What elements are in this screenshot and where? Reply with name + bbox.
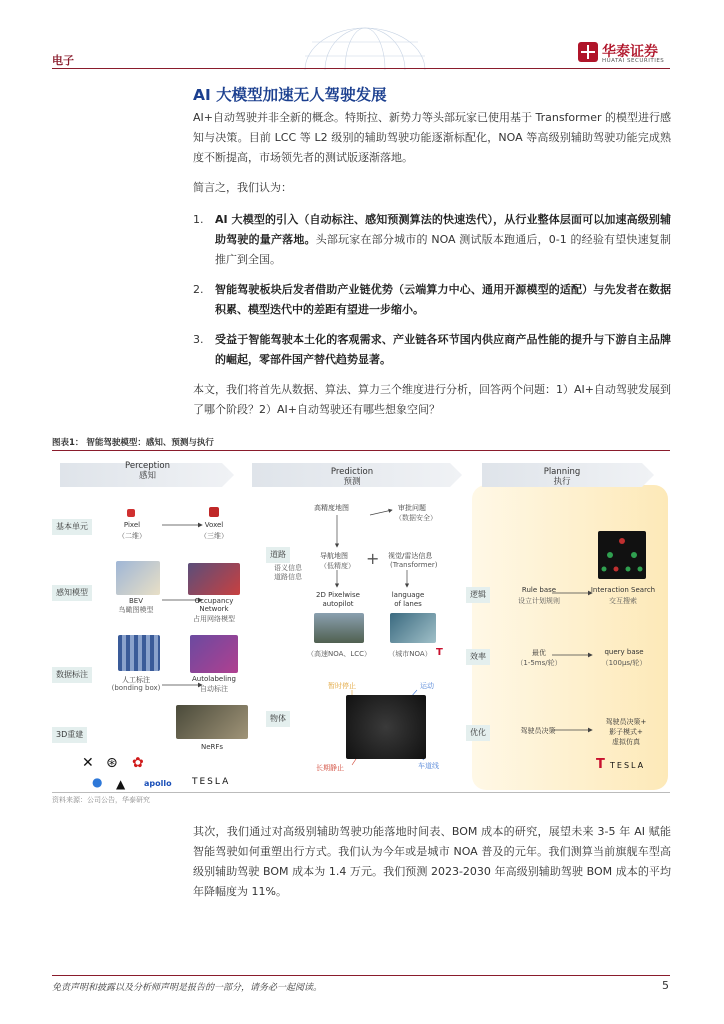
voxel-icon <box>209 507 219 517</box>
point-2-number: 2. <box>193 283 204 296</box>
section-title: AI 大模型加速无人驾驶发展 <box>193 86 387 104</box>
company-logo <box>578 40 670 66</box>
voxel-label: Voxel <box>204 521 224 529</box>
logo-text-cn: 华泰证券 <box>602 44 658 60</box>
footer-divider <box>52 975 670 976</box>
tag-efficiency: 效率 <box>466 649 490 665</box>
road-sub-1: 语义信息 <box>274 564 302 572</box>
brand-tesla-right: TESLA <box>610 761 646 770</box>
bev-label: BEV <box>128 597 143 605</box>
plus-icon: + <box>366 549 380 568</box>
point-2-text <box>215 280 671 320</box>
navmap-label: 导航地图 <box>320 552 348 560</box>
navmap-sub: （低精度） <box>320 562 355 570</box>
manual-label-sub: (bonding box) <box>111 684 161 692</box>
manual-label: 人工标注 <box>122 676 150 684</box>
slow-label: 最优 <box>532 649 546 657</box>
moving-label: 运动 <box>420 682 434 690</box>
interaction-search-sub: 交互搜索 <box>609 597 637 605</box>
tag-road: 道路 <box>266 547 290 563</box>
query-base-sub: （100μs/轮） <box>601 659 647 667</box>
point-1-rest: 头部玩家在部分城市的 NOA 测试版本跑通后，0-1 的经验有望快速复制推广到全国。 <box>215 233 671 266</box>
globe-graphic <box>300 26 430 70</box>
lanes-label: language <box>391 591 425 599</box>
road-sub-2: 道路信息 <box>274 573 302 581</box>
highway-caption: （高速NOA、LCC） <box>306 650 372 658</box>
nerf-image <box>176 705 248 739</box>
occupancy-sub: 占用网络模型 <box>193 615 235 623</box>
brand-tesla-left: TESLA <box>192 777 231 787</box>
stage-perception-cn: 感知 <box>138 471 156 481</box>
driver-right-2: 影子模式+ <box>609 728 643 736</box>
bev-sub: 鸟瞰图模型 <box>118 606 154 614</box>
autopilot-label: 2D Pixelwise <box>316 591 360 599</box>
figure-title: 图表1： 智能驾驶模型：感知、预测与执行 <box>52 438 214 448</box>
point-3-bold: 受益于智能驾驶本土化的客观需求、产业链各环节国内供应商产品性能的提升与下游自主品牌的崛起，零部件国产替代趋势显著。 <box>215 333 671 366</box>
tesla-t-icon: T <box>436 647 443 658</box>
sector-label: 电子 <box>52 54 74 67</box>
stop-mid-label: 暂时停止 <box>328 682 356 690</box>
stage-prediction-en: Prediction <box>330 467 374 477</box>
lane-change-label: 车道线 <box>418 762 439 770</box>
highway-image <box>314 613 364 643</box>
rule-base-sub: 设立计划规则 <box>518 597 560 605</box>
search-tree-icon <box>598 531 646 579</box>
autolabel-image <box>190 635 238 673</box>
tag-object: 物体 <box>266 711 290 727</box>
tag-optimize: 优化 <box>466 725 490 741</box>
point-1-number: 1. <box>193 213 204 226</box>
figure-divider <box>52 450 670 451</box>
point-3-text <box>215 330 671 370</box>
interaction-search-image <box>598 531 646 579</box>
manual-label-image <box>118 635 160 671</box>
header-divider <box>52 68 670 69</box>
slow-sub: （1-5ms/轮） <box>516 659 562 667</box>
tag-perception-model: 感知模型 <box>52 585 92 601</box>
summary-lead: 简言之，我们认为： <box>193 181 292 194</box>
stage-planning-en: Planning <box>543 467 581 477</box>
long-stop-label: 长期静止 <box>316 764 344 772</box>
brand-logo-1: ✕ <box>82 755 94 771</box>
pixel-sub: （二维） <box>118 532 146 540</box>
brand-logo-2: ⊛ <box>106 755 118 771</box>
pixel-icon <box>127 509 135 517</box>
compliance-sub: （数据安全） <box>395 514 437 522</box>
bev-image <box>116 561 160 595</box>
perception-info-label: 视觉/雷达信息 <box>388 552 433 560</box>
autopilot-label2: autopilot <box>322 600 354 608</box>
occupancy-label: Occupancy <box>194 597 234 605</box>
tag-basic-unit: 基本单元 <box>52 519 92 535</box>
figure-diagram <box>52 455 670 790</box>
bom-paragraph: 其次，我们通过对高级别辅助驾驶功能落地时间表、BOM 成本的研究，展望未来 3-5 年 AI 赋能智能驾驶如何重塑出行方式。我们认为今年或是城市 NOA 普及的元年。我们测算当前旗舰车型高级别辅助驾驶 BOM 成本为 1.4 万元。我们预测 2023-2030 年高级别辅助驾驶 BOM 成本的平均年降幅度为 11%。 <box>193 825 671 898</box>
page-number: 5 <box>662 979 669 992</box>
compliance-label: 审批问题 <box>398 504 426 512</box>
lanes-label2: of lanes <box>394 600 422 608</box>
perception-info-sub: (Transformer) <box>390 561 438 569</box>
object-image <box>346 695 426 759</box>
city-caption: （城市NOA） <box>388 650 432 658</box>
autolabel-sub: 自动标注 <box>200 685 228 693</box>
driver-label: 驾驶员决策 <box>520 727 556 735</box>
rule-base-label: Rule base <box>521 586 557 594</box>
brand-apollo: apollo <box>144 779 172 788</box>
occupancy-label2: Network <box>199 605 229 613</box>
driver-right-3: 虚拟仿真 <box>612 738 640 746</box>
autolabel-label: Autolabeling <box>191 675 236 683</box>
stage-planning <box>482 467 642 491</box>
stage-perception-en: Perception <box>125 461 170 471</box>
query-base-label: query base <box>604 648 644 656</box>
point-2-bold: 智能驾驶板块后发者借助产业链优势（云端算力中心、通用开源模型的适配）与先发者在数据积累、模型迭代中的差距有望进一步缩小。 <box>215 283 671 316</box>
figure-source: 资料来源：公司公告，华泰研究 <box>52 796 150 804</box>
tag-data-labeling: 数据标注 <box>52 667 92 683</box>
tag-logic: 逻辑 <box>466 587 490 603</box>
logo-text-en: HUATAI SECURITIES <box>602 58 665 64</box>
point-1-text <box>215 210 671 270</box>
voxel-sub: （三维） <box>200 532 228 540</box>
brand-logo-5: ▲ <box>116 777 126 791</box>
occupancy-image <box>188 563 240 595</box>
intro-paragraph: AI+自动驾驶并非全新的概念。特斯拉、新势力等头部玩家已使用基于 Transformer 的模型进行感知与决策。目前 LCC 等 L2 级别的辅助驾驶功能逐渐标配化，NOA 等高级别辅助驾驶功能完成熟度不断提高，市场领先者的测试版逐渐落地。 <box>193 111 671 164</box>
tag-3d-reconstruction: 3D重建 <box>52 727 87 743</box>
logo-icon <box>578 42 598 62</box>
nerf-label: NeRFs <box>200 743 224 751</box>
stage-perception <box>60 461 235 485</box>
source-divider <box>52 792 670 793</box>
stage-prediction-cn: 预测 <box>343 477 361 487</box>
tesla-t-icon-right: T <box>596 757 605 772</box>
interaction-search-label: Interaction Search <box>590 586 656 594</box>
footer-disclaimer: 免责声明和披露以及分析师声明是报告的一部分，请务必一起阅读。 <box>52 983 323 993</box>
hdmap-label: 高精度地图 <box>314 504 349 512</box>
questions-paragraph: 本文，我们将首先从数据、算法、算力三个维度进行分析，回答两个问题：1）AI+自动驾驶发展到了哪个阶段？2）AI+自动驾驶还有哪些想象空间？ <box>193 383 671 416</box>
pixel-label: Pixel <box>123 521 141 529</box>
point-3-number: 3. <box>193 333 204 346</box>
stage-prediction <box>252 467 452 491</box>
stage-planning-cn: 执行 <box>553 477 571 487</box>
brand-logo-3: ✿ <box>132 755 144 771</box>
brand-logo-4: ● <box>92 775 103 789</box>
point-1-bold: AI 大模型的引入（自动标注、感知预测算法的快速迭代），从行业整体层面可以加速高级别辅助驾驶的量产落地。 <box>215 213 671 246</box>
driver-right-1: 驾驶员决策+ <box>605 718 647 726</box>
city-image <box>390 613 436 643</box>
